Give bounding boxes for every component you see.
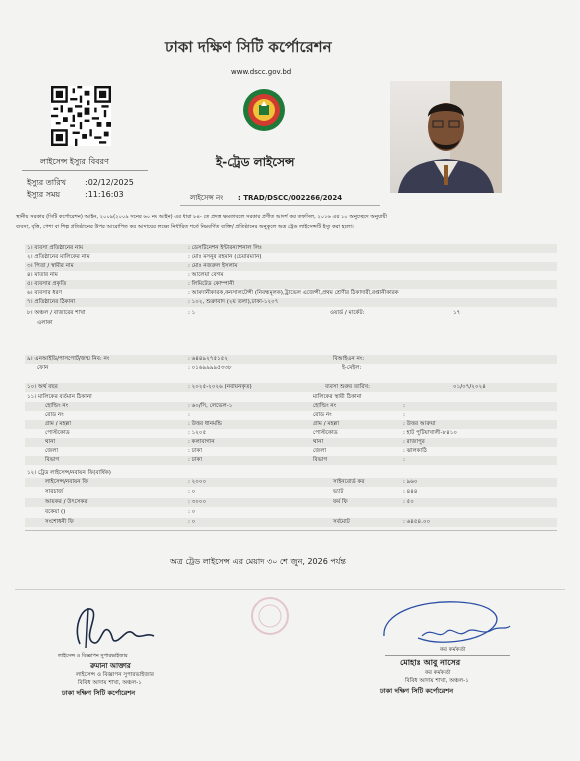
address-field-label: থানা — [45, 439, 56, 445]
field-label: ৩। পিতা / স্বামীর নাম — [27, 263, 74, 269]
field-label: ২। প্রতিষ্ঠানের মালিকের নাম — [27, 254, 90, 260]
field-label: ১। ব্যবসা প্রতিষ্ঠানের নাম — [27, 245, 84, 251]
field-label: ৮। অঞ্চল / বাজারের শাখা — [27, 310, 86, 316]
phone-label: ফোন — [37, 365, 49, 371]
ward-value: ১৭ — [453, 310, 461, 316]
field-value: : ডেসটিনেশন ইন্টারন্যাশনাল লিঃ — [188, 245, 262, 251]
right-signer-office: বিবিধ আদায় শাখা, অঞ্চল-১ — [405, 678, 469, 684]
address-field-label: রোড নং — [45, 412, 64, 418]
license-number-underline — [180, 205, 380, 206]
address-field-value: : কলাবাগান — [188, 439, 215, 445]
license-number-value: : TRAD/DSCC/002266/2024 — [238, 194, 343, 202]
left-signer-org: ঢাকা দক্ষিণ সিটি কর্পোরেশন — [62, 689, 136, 697]
divider — [25, 530, 557, 531]
fiscal-label: ১০। অর্থ বছর — [27, 384, 58, 390]
field-row — [25, 262, 557, 271]
field-row — [25, 309, 557, 318]
intro-line-1: স্থানীয় সরকার (সিটি কর্পোরেশন) আইন, ২০০৯(২০০৯ সনের ৬০ নং আইন) এর ধারা ৮৪- তে প্রদত্ত ক্ষমতাবলে সরকার প্রণীত আদর্শ কর তফসিল, ২০১৬ এর ১০ অনুচ্ছেদে অনুযায়ী — [16, 214, 387, 220]
issue-time-label: ইস্যুর সময় — [27, 190, 61, 199]
divider — [15, 589, 565, 590]
address-field-value: : ঝালকাঠি — [403, 448, 427, 454]
address-row — [25, 438, 557, 447]
left-signer-designation: লাইসেন্স ও বিজ্ঞাপন সুপারভাইজার — [76, 672, 154, 678]
field-value: : মোঃ মসনুর রহমান (চেয়ারম্যান) — [188, 254, 262, 260]
field-label: ৬। ব্যবসার ধরণ — [27, 290, 63, 296]
right-sign-underline — [385, 655, 510, 656]
left-sign-caption: লাইসেন্স ও বিজ্ঞাপন সুপারভাইজার — [58, 653, 128, 659]
address-field-label: জেলা — [45, 448, 59, 454]
validity-note: অত্র ট্রেড লাইসেন্স এর মেয়াদ ৩০ শে জুন, 2026 পর্যন্ত — [170, 557, 346, 566]
license-title: ই-ট্রেড লাইসেন্স — [216, 155, 295, 169]
address-field-value: : — [403, 412, 405, 418]
fee-label: সারচার্জ — [45, 489, 64, 495]
permanent-address-label: মালিকের স্থায়ী ঠিকানা — [313, 394, 362, 400]
address-field-label: হোল্ডিং নং — [45, 403, 69, 409]
address-field-value: : উত্তর ধানমন্ডি — [188, 421, 223, 427]
fee-row — [25, 508, 557, 517]
address-field-value: : ৬০/সি, লেভেল-১ — [188, 403, 233, 409]
fee-value: : ০ — [188, 489, 196, 495]
address-heading-row — [25, 393, 557, 402]
address-row — [25, 447, 557, 456]
field-value: : লিমিটেড কোম্পানী — [188, 281, 235, 287]
address-field-value: : ঢাকা — [188, 457, 202, 463]
phone-row — [25, 364, 557, 373]
fee-value: : ৯৬০ — [403, 479, 418, 485]
fee-label: সর্বমোট — [333, 519, 350, 525]
address-field-value: : রাজাপুর — [403, 439, 425, 445]
address-field-value: : ১২০৫ — [188, 430, 207, 436]
fees-heading-row — [25, 469, 557, 478]
field-row — [25, 271, 557, 280]
fee-row — [25, 498, 557, 507]
address-field-label: পোস্টকোড — [45, 430, 70, 436]
phone-value: : ০১৬৯৯৯৯৫৩৩৮ — [188, 365, 232, 371]
field-row — [25, 298, 557, 307]
fiscal-value: : ২০২৫-২০২৬ (নবায়নকৃত) — [188, 384, 252, 390]
address-field-label: বিভাগ — [313, 457, 328, 463]
nid-row — [25, 355, 557, 364]
right-signer-org: ঢাকা দক্ষিণ সিটি কর্পোরেশন — [380, 687, 454, 695]
field-value: : মোঃ নজরুল ইসলাম — [188, 263, 238, 269]
fee-value: : ৬৪৫৪.০০ — [403, 519, 431, 525]
qr-code — [51, 86, 111, 146]
address-field-label: থানা — [313, 439, 324, 445]
address-field-label: জেলা — [313, 448, 327, 454]
address-field-value: : — [188, 412, 190, 418]
fee-value: : ০ — [188, 509, 196, 515]
address-field-label: রোড নং — [313, 412, 332, 418]
field-row — [25, 319, 557, 328]
fee-label: লাইসেন্স/নবায়ন ফি — [45, 479, 89, 485]
website-link[interactable]: www.dscc.gov.bd — [231, 68, 292, 76]
intro-line-2: ব্যবসা, বৃত্তি, পেশা বা শিল্প প্রতিষ্ঠানের উপর আরোপিত কর আদায়ের লক্ষ্যে নির্ধারিত শর্তে নিম্নবর্ণিত ব্যক্তি/ প্রতিষ্ঠানের অনুকূলে অত্র ট্রেড লাইসেন্সটি ইস্যু করা হলো। — [16, 224, 354, 230]
fee-label: সাইনবোর্ড কর — [333, 479, 365, 485]
address-field-label: গ্রাম / মহল্লা — [45, 421, 72, 427]
fee-label: আয়কর / উৎসেকর — [45, 499, 88, 505]
fee-row — [25, 518, 557, 527]
address-field-label: হোল্ডিং নং — [313, 403, 337, 409]
issue-heading: লাইসেন্স ইস্যুর বিবরণ — [40, 157, 109, 166]
address-field-value: : হাট পুটিয়াখালী-৮৪১০ — [403, 430, 458, 436]
issue-time-value: :11:16:03 — [85, 190, 124, 199]
field-label: ৪। মাতার নাম — [27, 272, 58, 278]
issue-date-value: :02/12/2025 — [85, 178, 134, 187]
ward-label: ওয়ার্ড / মার্কেট: — [330, 310, 365, 316]
fee-label: ভ্যাট — [333, 489, 344, 495]
field-row — [25, 244, 557, 253]
issue-heading-underline — [22, 170, 148, 171]
address-field-value: : — [403, 457, 405, 463]
fee-value: : ২০০০ — [188, 479, 207, 485]
field-value: : ১০২, শুক্রাবাদ (২য় তলা),ঢাকা-১২০৭ — [188, 299, 279, 305]
stamp-icon — [250, 596, 290, 636]
fee-value: : ৪৪৪ — [403, 489, 418, 495]
field-label: ৭। প্রতিষ্ঠানের ঠিকানা — [27, 299, 76, 305]
fee-value: : ০ — [188, 519, 196, 525]
issue-date-label: ইস্যুর তারিখ — [27, 178, 66, 187]
left-signer-name: রুমানা আক্তার — [90, 662, 131, 670]
address-field-label: পোস্টকোড — [313, 430, 338, 436]
fee-label: সংশোধনী ফি — [45, 519, 74, 525]
left-signature — [62, 596, 162, 651]
fees-label: ১২। ট্রেড লাইসেন্স/নবায়ন ফি(বার্ষিক) — [27, 470, 111, 476]
address-field-value: : ঢাকা — [188, 448, 202, 454]
email-label: ই-মেইল: — [342, 365, 362, 371]
field-label: ৫। ব্যবসার প্রকৃতি — [27, 281, 67, 287]
address-field-value: : উত্তর আরুয়া — [403, 421, 436, 427]
fee-label: ফর্ম ফি — [333, 499, 348, 505]
area-label: এলাকা — [37, 320, 53, 326]
field-row — [25, 280, 557, 289]
address-row — [25, 429, 557, 438]
address-row — [25, 420, 557, 429]
fee-row — [25, 488, 557, 497]
right-signer-name: মোহাঃ আবু নাসের — [400, 658, 461, 667]
address-row — [25, 411, 557, 420]
right-signer-designation: কর কর্মকর্তা — [425, 670, 451, 676]
bin-label: বিআইএন নং: — [333, 356, 365, 362]
fee-value: : ৫০ — [403, 499, 414, 505]
present-address-label: ১১। মালিকের বর্তমান ঠিকানা — [27, 394, 92, 400]
field-value: : আলেয়া বেগম — [188, 272, 224, 278]
start-date-label: ব্যবসা শুরুর তারিখ: — [325, 384, 370, 390]
field-value: : ১ — [188, 310, 196, 316]
fee-value: : ৩০০০ — [188, 499, 207, 505]
license-number-label: লাইসেন্স নং — [190, 194, 224, 202]
fiscal-row — [25, 383, 557, 392]
address-row — [25, 456, 557, 465]
address-field-label: বিভাগ — [45, 457, 60, 463]
nid-value: : ৬৪৪৯২৭৫১৫২ — [188, 356, 228, 362]
address-row — [25, 402, 557, 411]
fee-label: বকেয়া () — [45, 509, 66, 515]
field-row — [25, 289, 557, 298]
field-value: : আমদানীকারক,কনসালটেন্সী (নিবন্ধমূলক),ট্রাভেল এজেন্সী,প্রথম শ্রেণীর ঠিকাদারী,রপ্তানীকারক — [188, 290, 399, 296]
address-field-value: : — [403, 403, 405, 409]
nid-label: ৯। এনআইডি/পাসপোর্ট/জন্ম নিব: নং — [27, 356, 110, 362]
right-sign-caption: কর কর্মকর্তা — [440, 647, 466, 653]
start-date-value: ০১/০৭/২০২৪ — [453, 384, 486, 390]
dscc-seal-icon — [242, 88, 286, 132]
address-field-label: গ্রাম / মহল্লা — [313, 421, 340, 427]
owner-photo — [390, 81, 502, 193]
left-signer-office: বিবিধ আদায় শাখা, অঞ্চল-১ — [78, 680, 142, 686]
fee-row — [25, 478, 557, 487]
corporation-title: ঢাকা দক্ষিণ সিটি কর্পোরেশন — [165, 38, 332, 56]
field-row — [25, 253, 557, 262]
